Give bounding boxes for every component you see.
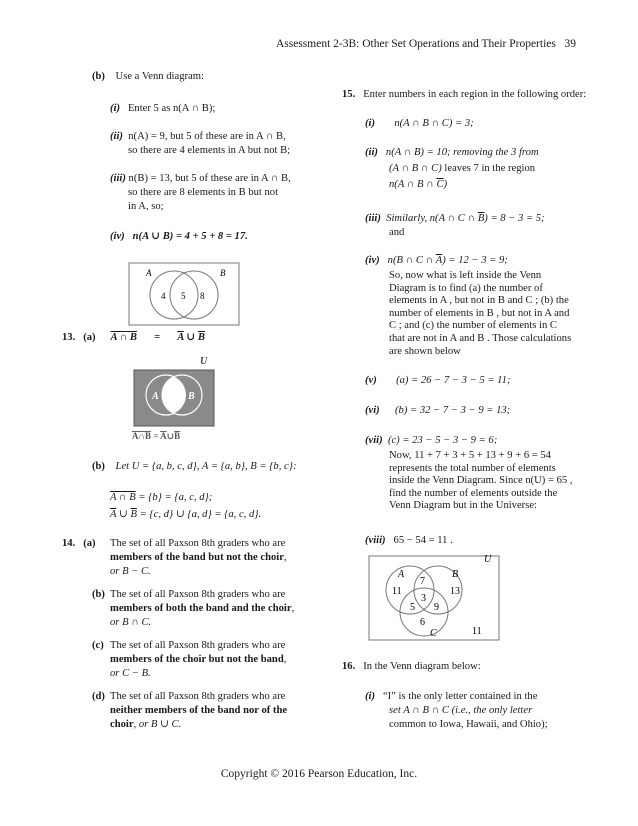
p14-c: (c) The set of all Paxson 8th graders who are members of the choir but not the band, or C − B. xyxy=(92,640,287,679)
copyright-footer: Copyright © 2016 Pearson Education, Inc. xyxy=(220,768,418,780)
p13-b: (b) Let U = {a, b, c, d}, A = {a, b}, B = {b, c}: xyxy=(92,461,297,472)
region-b-only: 8 xyxy=(200,291,205,301)
b-iii: (iii) n(B) = 13, but 5 of these are in A ∩ B, so there are 8 elements in B but not in A, so; xyxy=(110,173,291,212)
p15-vi: (vi) (b) = 32 − 7 − 3 − 9 = 13; xyxy=(365,405,511,416)
label-a: A xyxy=(146,268,152,278)
label-a: A xyxy=(152,391,159,402)
b-intro: (b) Use a Venn diagram: xyxy=(92,71,204,82)
p15-iv: (iv) n(B ∩ C ∩ $\overline{A}) = 12 - 3 = 9$; So, now what is left inside the Venn Diagram is to find (a) the number of elements in A , but not in B and C ; (b) the number of elements in B , but not in A and C ; and (c) the number of elements in C that are not in A and B . Those calculations are shown below xyxy=(365,255,572,357)
page-number: 39 xyxy=(564,38,576,50)
b-iv: (iv) n(A ∪ B) = 4 + 5 + 8 = 17. xyxy=(110,231,248,242)
p14-d: (d) The set of all Paxson 8th graders who are neither members of the band nor of the choir, or B ∪ C. xyxy=(92,691,288,730)
p15-iii: (iii) Similarly, n(A ∩ C ∩ $\overline{B}) = 8 - 3 = 5$; and xyxy=(365,213,545,238)
region-ab: 7 xyxy=(420,576,425,587)
b-ii: (ii) n(A) = 9, but 5 of these are in A ∩ B, so there are 4 elements in A but not B; xyxy=(110,131,291,156)
region-abc: 3 xyxy=(421,593,426,604)
venn-diagram-complement xyxy=(128,352,224,444)
p15-ii: (ii) n(A ∩ B) = 10; removing the 3 from (A ∩ B ∩ C) leaves 7 in the region n(A ∩ B ∩ $\overline{C}$) xyxy=(365,147,539,190)
p15-v: (v) (a) = 26 − 7 − 3 − 5 = 11; xyxy=(365,375,511,386)
p15-viii: (viii) 65 − 54 = 11 . xyxy=(365,535,453,546)
region-a-only: 11 xyxy=(392,586,402,597)
label-b: B xyxy=(188,391,195,402)
label-a: A xyxy=(398,569,405,580)
region-ac: 5 xyxy=(410,602,415,613)
label-c: C xyxy=(430,628,437,639)
label-u: U xyxy=(484,554,492,565)
p13-b-line1: A ∩ B = {b} = {a, c, d}; xyxy=(110,492,213,503)
p15-i: (i) n(A ∩ B ∩ C) = 3; xyxy=(365,118,474,129)
p14-a: 14. (a) The set of all Paxson 8th graders who are members of the band but not the choir, or B − C. xyxy=(62,538,287,577)
b-i: (i) Enter 5 as n(A ∩ B); xyxy=(110,103,216,114)
caption: A∩B = A∪B xyxy=(132,431,181,441)
label-b: B xyxy=(452,569,459,580)
p15-vii: (vii) (c) = 23 − 5 − 3 − 9 = 6; Now, 11 + 7 + 3 + 5 + 13 + 9 + 6 = 54 represents the total number of elements inside the Venn Diagram. Since n(U) = 65 , find the number of elements outside the Venn Diagram but in the Universe: xyxy=(365,435,573,512)
label-u: U xyxy=(200,356,208,367)
running-header xyxy=(276,38,576,50)
p13-lhs: A ∩ B xyxy=(110,332,137,343)
venn-diagram-three-sets xyxy=(368,552,502,642)
p13-b-line2: $\overline{A}$ ∪ $\overline{B} = \{c$, d} ∪ {a, d} = {a, c, d}. xyxy=(110,509,262,520)
p14-b: (b) The set of all Paxson 8th graders who are members of both the band and the choir, or B ∩ C. xyxy=(92,589,295,628)
region-a-and-b: 5 xyxy=(181,291,186,301)
p15-intro: 15. Enter numbers in each region in the following order: xyxy=(342,89,587,100)
region-a-only: 4 xyxy=(161,291,166,301)
p13-a: 13. (a) A ∩ $B = \overline{A}$ ∪ $\overline{B}$ xyxy=(62,332,205,343)
header-title: Assessment 2-3B: Other Set Operations and Their Properties xyxy=(275,38,556,50)
p16-intro: 16. In the Venn diagram below: xyxy=(342,661,481,672)
region-bc: 9 xyxy=(434,602,439,613)
venn-diagram-two-sets xyxy=(128,262,240,326)
region-b-only: 13 xyxy=(450,586,460,597)
region-outside: 11 xyxy=(472,626,482,637)
label-b: B xyxy=(220,268,226,278)
p16-i: (i) “I” is the only letter contained in the set A ∩ B ∩ C (i.e., the only letter common to Iowa, Hawaii, and Ohio); xyxy=(365,691,548,730)
region-c-only: 6 xyxy=(420,617,425,628)
